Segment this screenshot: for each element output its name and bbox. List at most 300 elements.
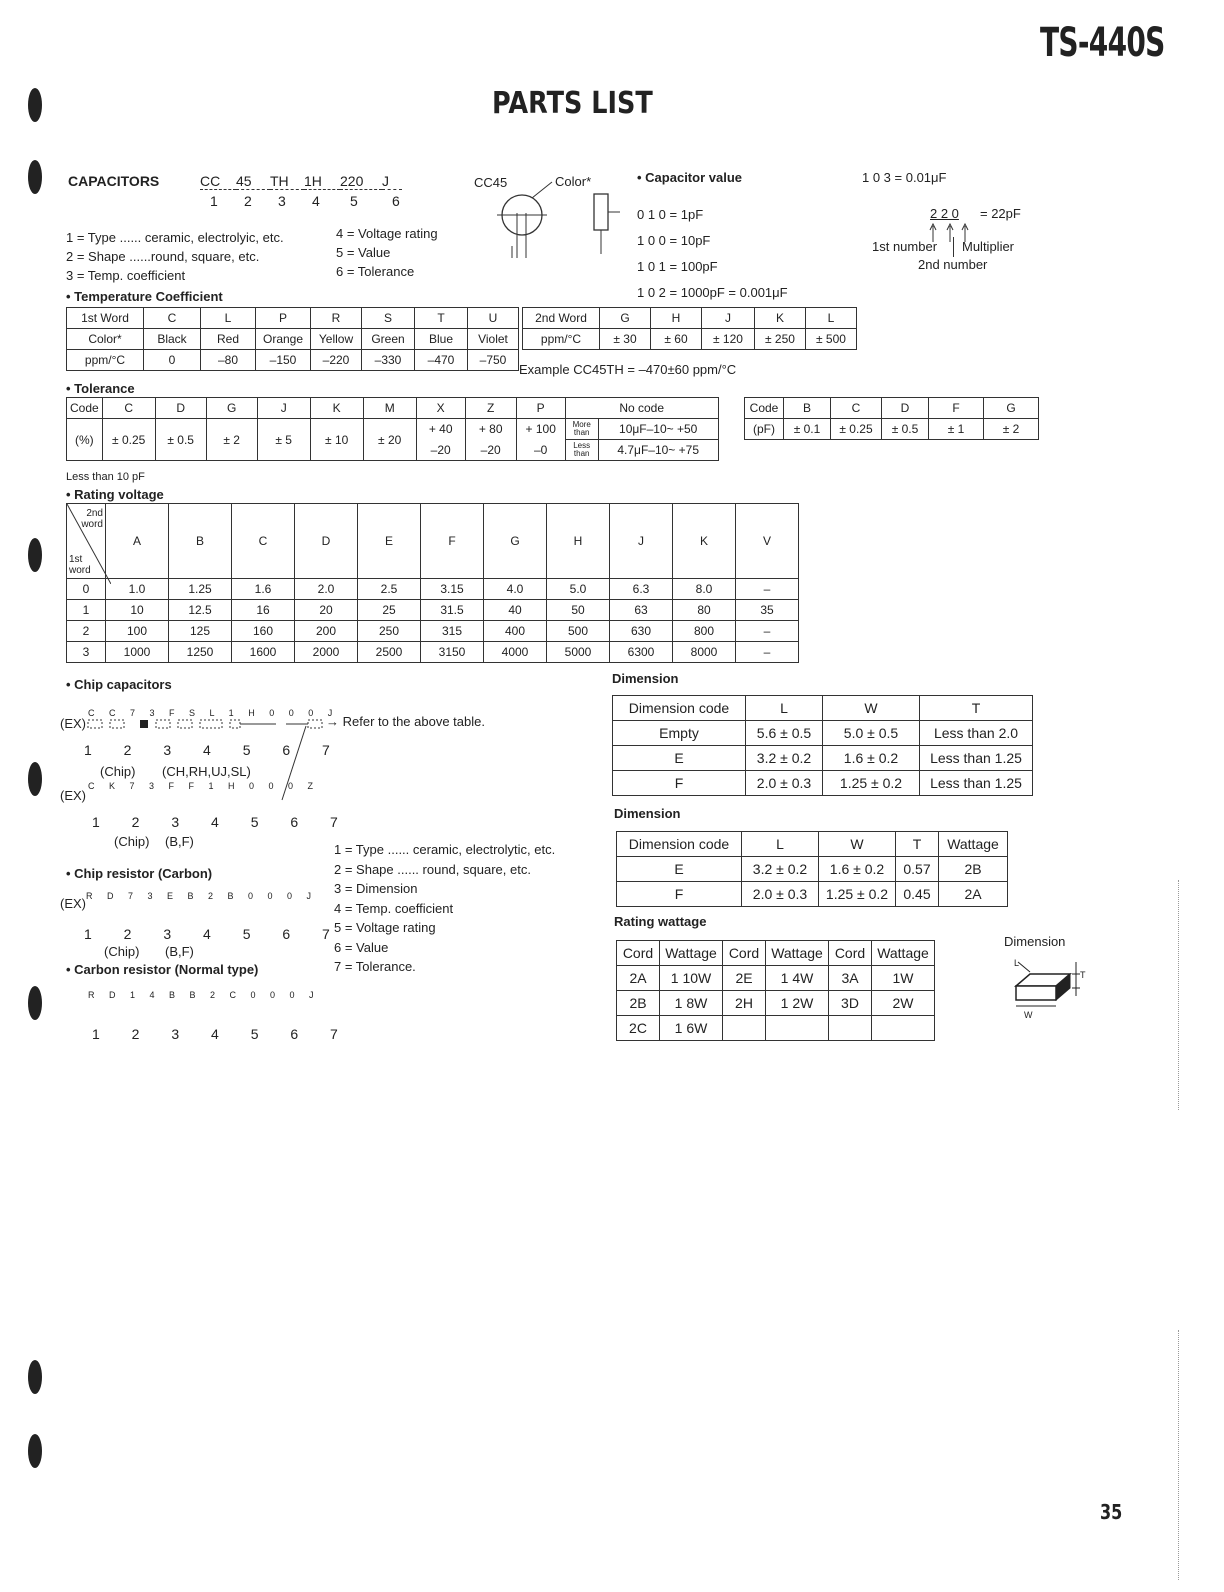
- capacitors-label: CAPACITORS: [68, 173, 160, 189]
- cell: Wattage: [660, 941, 723, 966]
- cell: C: [232, 504, 295, 579]
- cell: Less than 1.25: [920, 746, 1033, 771]
- table-row: [67, 600, 799, 621]
- cell: 2000: [295, 642, 358, 663]
- cell: 1: [67, 600, 106, 621]
- cell: 35: [736, 600, 799, 621]
- cell: –220: [311, 350, 362, 371]
- legend-line: 3 = Dimension: [334, 881, 418, 896]
- cell: 3: [67, 642, 106, 663]
- refer-note: → Refer to the above table.: [326, 714, 485, 729]
- note-types: (B,F): [165, 834, 194, 849]
- cell: ± 1: [929, 419, 984, 440]
- temp-coeff-example: Example CC45TH = –470±60 ppm/°C: [519, 362, 737, 377]
- cell: Orange: [256, 329, 311, 350]
- cell: [723, 1016, 766, 1041]
- cell: ± 2: [984, 419, 1039, 440]
- cell: 10μF–10~ +50: [598, 419, 718, 440]
- value-example-result: = 22pF: [980, 206, 1021, 221]
- connector-line: [280, 724, 310, 804]
- chip-dim-l: L: [1014, 958, 1020, 968]
- cell: 2nd Word: [523, 308, 600, 329]
- cell: E: [358, 504, 421, 579]
- code-part: 1H: [304, 173, 340, 190]
- sample-code: R D 1 4 B B 2 C 0 0 0 J: [88, 990, 320, 1000]
- legend-line: 5 = Value: [336, 245, 391, 260]
- capacitor-code: [200, 173, 402, 190]
- cell: Dimension code: [613, 696, 746, 721]
- binding-hole: [28, 762, 42, 796]
- capacitor-diagram: [492, 178, 622, 262]
- code-part: TH: [270, 173, 304, 190]
- cell: Less than: [565, 440, 598, 461]
- table-row: [67, 621, 799, 642]
- cell: J: [257, 398, 310, 419]
- cell: 2A: [939, 882, 1008, 907]
- value-example-top: 1 0 3 = 0.01μF: [862, 170, 947, 185]
- cell: 1 2W: [766, 991, 829, 1016]
- note-types: (CH,RH,UJ,SL): [162, 764, 251, 779]
- carbon-res-sample: [88, 990, 320, 1000]
- page-number: 35: [1100, 1500, 1123, 1524]
- table-row: [617, 941, 935, 966]
- cell: –0: [516, 440, 565, 461]
- sample-digits: 1 2 3 4 5 6 7: [84, 742, 344, 758]
- cc45-label: CC45: [474, 175, 508, 190]
- cell: ± 10: [310, 419, 363, 461]
- sample-code: C C 7 3 F S L 1 H 0 0 0 J: [88, 708, 339, 718]
- dimension-heading: Dimension: [612, 671, 679, 686]
- cell: G: [206, 398, 257, 419]
- chip-capacitors-heading: • Chip capacitors: [66, 677, 172, 692]
- cell: H: [651, 308, 702, 329]
- cell: F: [929, 398, 984, 419]
- value-row: 1 0 1 = 100pF: [637, 259, 718, 274]
- cell: 4000: [484, 642, 547, 663]
- rating-wattage-heading: Rating wattage: [614, 914, 707, 929]
- tolerance-note: Less than 10 pF: [66, 471, 145, 483]
- cell: ± 0.5: [155, 419, 206, 461]
- cell: 2B: [617, 991, 660, 1016]
- cell: A: [106, 504, 169, 579]
- cell: B: [784, 398, 831, 419]
- cell: 500: [547, 621, 610, 642]
- page-title: PARTS LIST: [492, 86, 653, 121]
- cell: ± 2: [206, 419, 257, 461]
- binding-hole: [28, 160, 42, 194]
- table-row: [613, 696, 1033, 721]
- table-row: [67, 419, 719, 440]
- cell: 2500: [358, 642, 421, 663]
- cell: C: [102, 398, 155, 419]
- rating-voltage-heading: • Rating voltage: [66, 487, 164, 502]
- cell: 2.5: [358, 579, 421, 600]
- cell: Empty: [613, 721, 746, 746]
- chip-legend: [334, 840, 555, 977]
- second-word-table: [522, 307, 857, 350]
- binding-hole: [28, 1360, 42, 1394]
- chip-dimension-drawing: [1008, 954, 1088, 1024]
- capacitor-value-heading: • Capacitor value: [637, 170, 742, 185]
- cell: 3.2 ± 0.2: [746, 746, 823, 771]
- cell: –: [736, 579, 799, 600]
- table-row: [67, 398, 719, 419]
- cell: L: [806, 308, 857, 329]
- cell: 8000: [673, 642, 736, 663]
- cell: 160: [232, 621, 295, 642]
- cell: 0: [67, 579, 106, 600]
- margin-line: [1178, 1330, 1179, 1580]
- table-row: [745, 398, 1039, 419]
- cell: ppm/°C: [523, 329, 600, 350]
- cell: D: [882, 398, 929, 419]
- cell: 1000: [106, 642, 169, 663]
- chip-res-digits: [84, 926, 344, 942]
- cell: C: [144, 308, 201, 329]
- cell: V: [736, 504, 799, 579]
- cell: G: [484, 504, 547, 579]
- cell: 1 6W: [660, 1016, 723, 1041]
- cell: ± 60: [651, 329, 702, 350]
- table-row: [613, 746, 1033, 771]
- note-types: (B,F): [165, 944, 194, 959]
- cell: 2: [67, 621, 106, 642]
- code-part: 220: [340, 173, 382, 190]
- cell: 1 10W: [660, 966, 723, 991]
- cell: K: [310, 398, 363, 419]
- sample-digits: 1 2 3 4 5 6 7: [92, 814, 352, 830]
- table-row: [613, 771, 1033, 796]
- capacitor-legend-right: [336, 224, 438, 281]
- cell: ± 0.1: [784, 419, 831, 440]
- cell: M: [363, 398, 416, 419]
- multiplier-label: Multiplier: [962, 239, 1015, 254]
- value-example-code: 2 2 0: [930, 206, 959, 221]
- temp-coeff-heading: • Temperature Coefficient: [66, 289, 223, 304]
- cell: 2E: [723, 966, 766, 991]
- corner-top-label: 2nd word: [81, 508, 103, 530]
- capacitor-code-indices: [210, 193, 412, 209]
- cell: 1W: [872, 966, 935, 991]
- cell: 800: [673, 621, 736, 642]
- cell: ± 20: [363, 419, 416, 461]
- cell: 1.6: [232, 579, 295, 600]
- cell: 250: [358, 621, 421, 642]
- legend-line: 1 = Type ...... ceramic, electrolytic, etc.: [334, 842, 556, 857]
- table-row: [617, 991, 935, 1016]
- cell: 12.5: [169, 600, 232, 621]
- code-index: 4: [312, 193, 320, 209]
- cell: X: [416, 398, 465, 419]
- cell: Wattage: [939, 832, 1008, 857]
- legend-line: 6 = Value: [334, 939, 389, 955]
- cell: 31.5: [421, 600, 484, 621]
- cell: Less than 2.0: [920, 721, 1033, 746]
- table-row: [67, 308, 519, 329]
- cell: 2.0: [295, 579, 358, 600]
- cell: ± 0.25: [102, 419, 155, 461]
- cell: More than: [565, 419, 598, 440]
- first-number-label: 1st number: [872, 239, 938, 254]
- value-row: 0 1 0 = 1pF: [637, 207, 704, 222]
- cell: 100: [106, 621, 169, 642]
- cell: 20: [295, 600, 358, 621]
- cell: ± 0.25: [831, 419, 882, 440]
- cell: Wattage: [766, 941, 829, 966]
- cell: S: [362, 308, 415, 329]
- chip-dimension-label: Dimension: [1004, 934, 1066, 949]
- table-row: [745, 419, 1039, 440]
- cell: Violet: [468, 329, 519, 350]
- cell: E: [613, 746, 746, 771]
- cell: 2B: [939, 857, 1008, 882]
- chip-cap-sample-1: [88, 708, 338, 718]
- cell: B: [169, 504, 232, 579]
- cell: –750: [468, 350, 519, 371]
- cell: F: [617, 882, 742, 907]
- table-row: [67, 350, 519, 371]
- chip-cap-digits-2: [92, 814, 352, 830]
- ex-label: (EX): [60, 788, 86, 803]
- cell: 1.25 ± 0.2: [819, 882, 896, 907]
- cell: 1250: [169, 642, 232, 663]
- note-chip: (Chip): [114, 834, 150, 849]
- cell: W: [823, 696, 920, 721]
- cell: –: [736, 621, 799, 642]
- rating-voltage-table: [66, 503, 799, 663]
- cell: D: [155, 398, 206, 419]
- ex-label: (EX): [60, 896, 86, 911]
- cell: 125: [169, 621, 232, 642]
- carbon-resistor-heading: • Carbon resistor (Normal type): [66, 962, 258, 977]
- cell: 1 4W: [766, 966, 829, 991]
- cell: [766, 1016, 829, 1041]
- cell: R: [311, 308, 362, 329]
- chip-dim-w: W: [1024, 1010, 1033, 1020]
- cell: 315: [421, 621, 484, 642]
- cell: 6300: [610, 642, 673, 663]
- table-row: [617, 832, 1008, 857]
- second-number-label: 2nd number: [918, 257, 988, 272]
- dimension-wattage-table: [616, 831, 1008, 907]
- cell: [829, 1016, 872, 1041]
- cell: (pF): [745, 419, 784, 440]
- cell: Blue: [415, 329, 468, 350]
- cell: 6.3: [610, 579, 673, 600]
- cell: 16: [232, 600, 295, 621]
- corner-bottom-label: 1st word: [69, 554, 91, 576]
- table-row: [67, 642, 799, 663]
- capacitor-legend-left: [66, 228, 284, 285]
- color-label: Color*: [555, 174, 592, 189]
- cell: Cord: [723, 941, 766, 966]
- cell: Cord: [829, 941, 872, 966]
- cell: Less than 1.25: [920, 771, 1033, 796]
- cell: + 80: [465, 419, 516, 440]
- cell: P: [516, 398, 565, 419]
- code-index: 6: [392, 193, 400, 209]
- cell: ppm/°C: [67, 350, 144, 371]
- cell: 4.7μF–10~ +75: [598, 440, 718, 461]
- table-row: [617, 1016, 935, 1041]
- legend-line: 4 = Voltage rating: [336, 226, 438, 241]
- code-index: 5: [350, 193, 358, 209]
- cell: 630: [610, 621, 673, 642]
- cell: 50: [547, 600, 610, 621]
- note-chip: (Chip): [100, 764, 136, 779]
- cell: 2.0 ± 0.3: [746, 771, 823, 796]
- cell: No code: [565, 398, 718, 419]
- cell: 40: [484, 600, 547, 621]
- binding-hole: [28, 538, 42, 572]
- cell: –20: [416, 440, 465, 461]
- cell: L: [201, 308, 256, 329]
- cell: 3D: [829, 991, 872, 1016]
- legend-line: 4 = Temp. coefficient: [334, 900, 454, 916]
- cell: 3.2 ± 0.2: [742, 857, 819, 882]
- binding-hole: [28, 986, 42, 1020]
- cell: 2W: [872, 991, 935, 1016]
- cell: J: [702, 308, 755, 329]
- cell: ± 5: [257, 419, 310, 461]
- capacitor-value-rows: [637, 202, 788, 306]
- cell: ± 500: [806, 329, 857, 350]
- cell: –: [736, 642, 799, 663]
- code-part: J: [382, 173, 402, 190]
- chip-res-sample: [86, 891, 317, 901]
- cell: 400: [484, 621, 547, 642]
- sample-code: C K 7 3 F F 1 H 0 0 0 Z: [88, 781, 320, 791]
- cell: G: [984, 398, 1039, 419]
- tolerance-pf-table: [744, 397, 1039, 440]
- cell: Code: [67, 398, 103, 419]
- code-index: 3: [278, 193, 286, 209]
- cell: 2A: [617, 966, 660, 991]
- value-row: 1 0 2 = 1000pF = 0.001μF: [637, 285, 788, 300]
- legend-line: 2 = Shape ......round, square, etc.: [66, 249, 260, 264]
- legend-line: 5 = Voltage rating: [334, 920, 436, 935]
- table-row: [523, 308, 857, 329]
- cell: 3A: [829, 966, 872, 991]
- table-row: [67, 579, 799, 600]
- tolerance-table: [66, 397, 719, 461]
- dimension-heading: Dimension: [614, 806, 681, 821]
- cell: E: [617, 857, 742, 882]
- cell: 0.45: [896, 882, 939, 907]
- code-index: 2: [244, 193, 252, 209]
- binding-hole: [28, 88, 42, 122]
- divider: [953, 237, 954, 257]
- cell: G: [600, 308, 651, 329]
- cell: 10: [106, 600, 169, 621]
- cell: Wattage: [872, 941, 935, 966]
- cell: 1.6 ± 0.2: [819, 857, 896, 882]
- table-row: [523, 329, 857, 350]
- cell: 5.0: [547, 579, 610, 600]
- cell: 3150: [421, 642, 484, 663]
- cell: 2C: [617, 1016, 660, 1041]
- cell: 8.0: [673, 579, 736, 600]
- cell: F: [613, 771, 746, 796]
- cell: 0.57: [896, 857, 939, 882]
- cell: W: [819, 832, 896, 857]
- cell: Red: [201, 329, 256, 350]
- cell: T: [415, 308, 468, 329]
- cell: 1.0: [106, 579, 169, 600]
- value-row: 1 0 0 = 10pF: [637, 233, 711, 248]
- cell: (%): [67, 419, 103, 461]
- cell: Cord: [617, 941, 660, 966]
- table-row: [613, 721, 1033, 746]
- table-row: [617, 966, 935, 991]
- cell: T: [920, 696, 1033, 721]
- ex-label: (EX): [60, 716, 86, 731]
- cell: + 100: [516, 419, 565, 440]
- cell: 5.0 ± 0.5: [823, 721, 920, 746]
- cell: 1st Word: [67, 308, 144, 329]
- cell: 1 8W: [660, 991, 723, 1016]
- cell: Code: [745, 398, 784, 419]
- cell: 0: [144, 350, 201, 371]
- cell: U: [468, 308, 519, 329]
- cell: J: [610, 504, 673, 579]
- cell: 1.25 ± 0.2: [823, 771, 920, 796]
- cell: –330: [362, 350, 415, 371]
- cell: ± 30: [600, 329, 651, 350]
- cell: L: [746, 696, 823, 721]
- cell: 5000: [547, 642, 610, 663]
- cell: [872, 1016, 935, 1041]
- table-row: [67, 329, 519, 350]
- cell: Green: [362, 329, 415, 350]
- temp-coeff-table: [66, 307, 519, 371]
- cell: D: [295, 504, 358, 579]
- legend-line: 7 = Tolerance.: [334, 959, 416, 974]
- cell: –150: [256, 350, 311, 371]
- binding-hole: [28, 1434, 42, 1468]
- cell: L: [742, 832, 819, 857]
- chip-cap-sample-2: [88, 781, 319, 791]
- cell: 1.6 ± 0.2: [823, 746, 920, 771]
- legend-line: 3 = Temp. coefficient: [66, 268, 186, 283]
- chip-dim-t: T: [1080, 970, 1086, 980]
- legend-line: 2 = Shape ...... round, square, etc.: [334, 861, 531, 877]
- cell: 1.25: [169, 579, 232, 600]
- rating-wattage-table: [616, 940, 935, 1041]
- code-part: 45: [236, 173, 270, 190]
- chip-resistor-heading: • Chip resistor (Carbon): [66, 866, 212, 881]
- cell: T: [896, 832, 939, 857]
- cell: 2.0 ± 0.3: [742, 882, 819, 907]
- cell: H: [547, 504, 610, 579]
- cell: ± 250: [755, 329, 806, 350]
- sample-digits: 1 2 3 4 5 6 7: [92, 1026, 352, 1042]
- table-row: [617, 857, 1008, 882]
- cell: 1600: [232, 642, 295, 663]
- cell: 200: [295, 621, 358, 642]
- table-row: [617, 882, 1008, 907]
- cell: C: [831, 398, 882, 419]
- cell: 63: [610, 600, 673, 621]
- code-index: 1: [210, 193, 218, 209]
- sample-digits: 1 2 3 4 5 6 7: [84, 926, 344, 942]
- cell: K: [673, 504, 736, 579]
- cell: ± 0.5: [882, 419, 929, 440]
- cell: Dimension code: [617, 832, 742, 857]
- cell: F: [421, 504, 484, 579]
- cell: + 40: [416, 419, 465, 440]
- cell: –470: [415, 350, 468, 371]
